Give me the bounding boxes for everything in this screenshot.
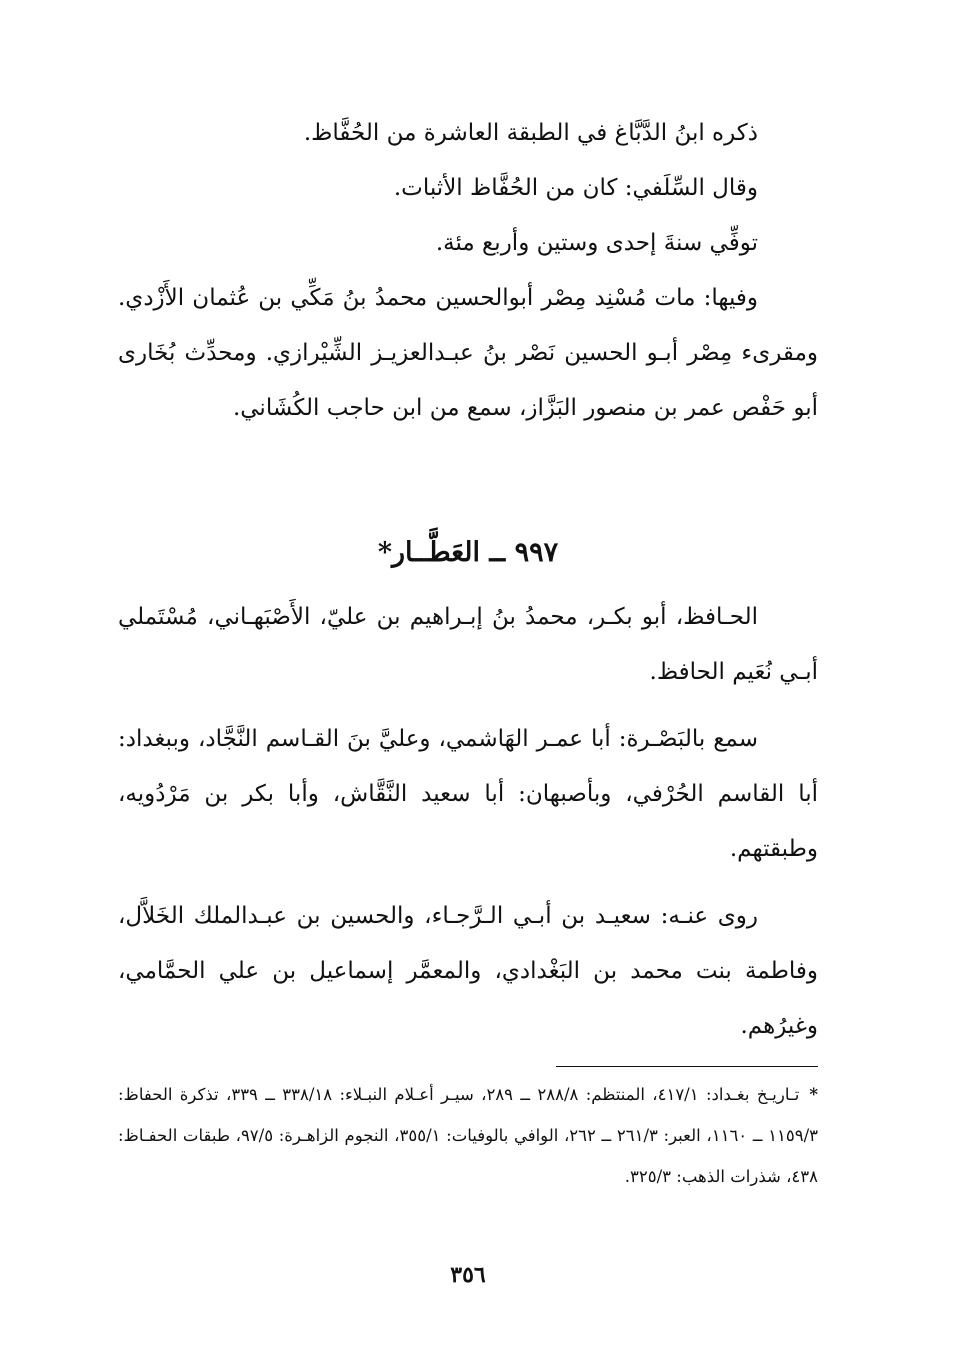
footnote-text: تـاريـخ بغـداد: ٤١٧/١، المنتظم: ٢٨٨/٨ ــ ٢٨٩، سيـر أعـلام النبـلاء: ٣٣٨/١٨ ــ ٣٣٩، تذكرة الحفاظ: ١١٥٩/٣ ــ ١١٦٠، العبر: ٢٦١/٣ ــ ٢٦٢، الوافي بالوفيات: ٣٥٥/١، النجوم الزاهـرة: ٩٧/٥، طبقات الحفـاظ: ٤٣٨، شذرات الذهب: ٣٢٥/٣.	[118, 1085, 819, 1186]
page-number: ٣٥٦	[450, 1262, 486, 1288]
paragraph-dabbagh: ذكره ابنُ الدَّبَّاغ في الطبقة العاشرة من الحُفَّاظ.	[303, 120, 758, 146]
paragraph-deaths-that-year: وفيها: مات مُسْنِد مِصْر أبوالحسين محمدُ بنُ مَكِّي بن عُثمان الأَزْدي. ومقرىء مِصْر أبـو الحسين نَصْر بنُ عبـدالعزيـز الشِّيْرازي. ومحدِّث بُخَارى أبو حَفْص عمر بن منصور البَزَّاز، سمع من ابن حاجب الكُشَاني.	[118, 285, 818, 421]
entry-body	[118, 590, 818, 1054]
paragraph-spacer	[118, 700, 818, 712]
paragraph-identity: الحـافظ، أبو بكـر، محمدُ بنُ إبـراهيم بن عليّ، الأَصْبَهـاني، مُسْتَملي أبـي نُعَيم الحافظ.	[118, 604, 818, 685]
footnote	[118, 1074, 818, 1197]
entry-heading: ٩٩٧ ــ العَطَّــار*	[377, 537, 559, 568]
paragraph-spacer	[118, 877, 818, 889]
opening-section	[118, 106, 818, 436]
paragraph-teachers: سمع بالبَصْـرة: أبا عمـر الهَاشمي، وعليَّ بنَ القـاسم النَّجَّاد، وببغداد: أبا القاسم الحُرْفي، وبأصبهان: أبا سعيد النَّقَّاش، وأبا بكر بن مَرْدُويه، وطبقتهم.	[118, 726, 818, 862]
paragraph-silafi: وقال السِّلَفي: كان من الحُفَّاظ الأثبات.	[393, 175, 758, 201]
footnote-marker: *	[809, 1085, 818, 1104]
paragraph-death-year: توفِّي سنةَ إحدى وستين وأربع مئة.	[435, 230, 758, 256]
footnote-divider	[556, 1066, 818, 1067]
paragraph-students: روى عنـه: سعيـد بن أبـي الـرَّجـاء، والحسين بن عبـدالملك الخَلاَّل، وفاطمة بنت محمد بن البَغْدادي، والمعمَّر إسماعيل بن علي الحمَّامي، وغيرُهم.	[118, 903, 818, 1039]
